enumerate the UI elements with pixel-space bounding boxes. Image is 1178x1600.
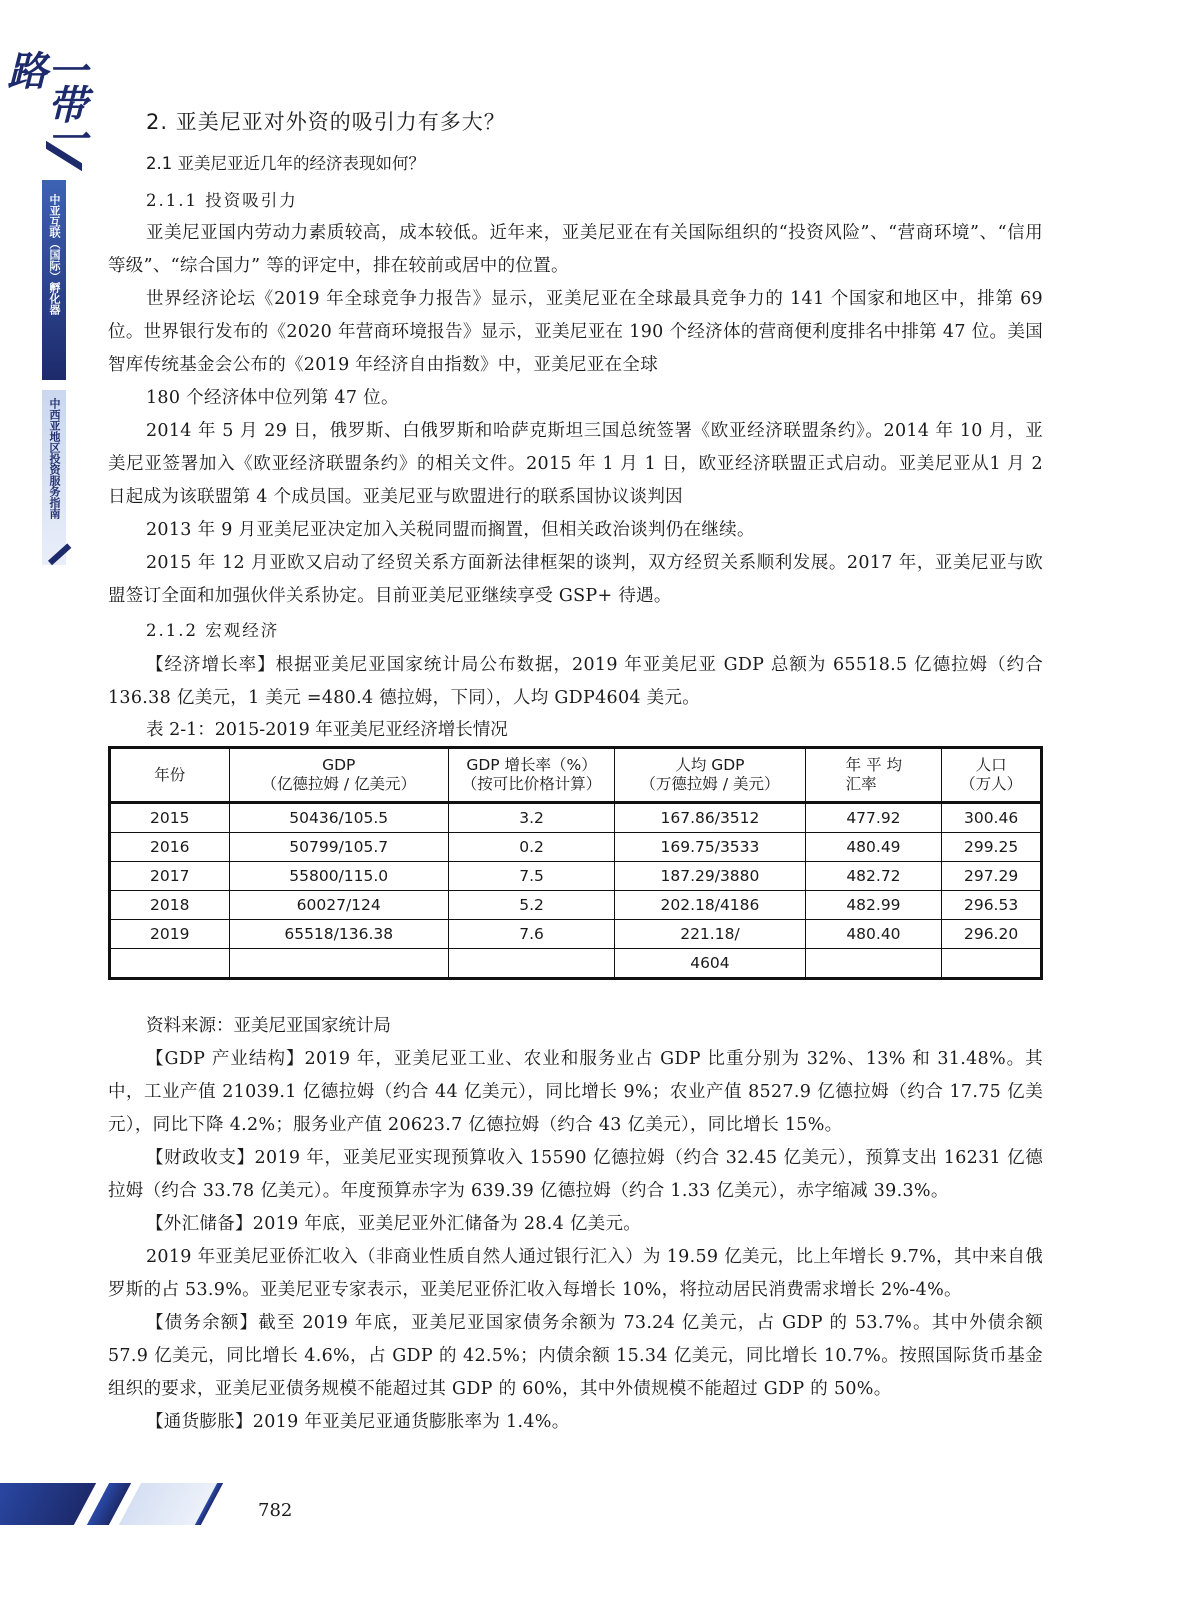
cell-year: 2019: [110, 920, 230, 949]
paragraph-rankings: 世界经济论坛《2019 年全球竞争力报告》显示，亚美尼亚在全球最具竞争力的 141 个国家和地区中，排第 69 位。世界银行发布的《2020 年营商环境报告》显示，亚美尼亚在 190 个经济体的营商便利度排名中排第 47 位。美国智库传统基金会公布的《2019 年经济自由指数》中，亚美尼亚在全球: [108, 289, 1043, 375]
paragraph-debt: 【债务余额】截至 2019 年底，亚美尼亚国家债务余额为 73.24 亿美元，占 GDP 的 53.7%。其中外债余额 57.9 亿美元，同比增长 4.6%，占 GDP 的 42.5%；内债余额 15.34 亿美元，同比增长 10.7%。按照国际货币基金组织的要求，亚美尼亚债务规模不能超过其 GDP 的 60%，其中外债规模不能超过 GDP 的 50%。: [108, 1313, 1043, 1399]
table-row: [110, 833, 1042, 862]
cell-growth: 5.2: [448, 891, 614, 920]
cell-year: 2018: [110, 891, 230, 920]
paragraph-industry-structure: 【GDP 产业结构】2019 年，亚美尼亚工业、农业和服务业占 GDP 比重分别为 32%、13% 和 31.48%。其中，工业产值 21039.1 亿德拉姆（约合 44 亿美元），同比增长 9%；农业产值 8527.9 亿德拉姆（约合 17.75 亿美元），同比下降 4.2%；服务业产值 20623.7 亿德拉姆（约合 43 亿美元），同比增长 15%。: [108, 1049, 1043, 1135]
cell-population: 299.25: [942, 833, 1042, 862]
subsection-heading: 2.1 亚美尼亚近几年的经济表现如何？: [146, 154, 425, 173]
section-heading: 2. 亚美尼亚对外资的吸引力有多大？: [146, 110, 506, 134]
header-gdp: GDP （亿德拉姆 / 亿美元）: [229, 748, 448, 803]
cell-exchange-rate: 482.99: [805, 891, 942, 920]
cell-growth: 7.6: [448, 920, 614, 949]
cell-gdp-per-capita: 167.86/3512: [615, 803, 805, 833]
series-logo: 一带一路: [1, 50, 88, 152]
cell-year: 2017: [110, 862, 230, 891]
cell-exchange-rate: 477.92: [805, 803, 942, 833]
paragraph-eaeu: 2014 年 5 月 29 日，俄罗斯、白俄罗斯和哈萨克斯坦三国总统签署《欧亚经济联盟条约》。2014 年 10 月，亚美尼亚签署加入《欧亚经济联盟条约》的相关文件。2015 年 1 月 1 日，欧亚经济联盟正式启动。亚美尼亚从1 月 2 日起成为该联盟第 4 个成员国。亚美尼亚与欧盟进行的联系国协议谈判因: [108, 421, 1043, 507]
paragraph-inflation: 【通货膨胀】2019 年亚美尼亚通货膨胀率为 1.4%。: [146, 1412, 570, 1432]
paragraph-eu-relations: 2015 年 12 月亚欧又启动了经贸关系方面新法律框架的谈判，双方经贸关系顺利发展。2017 年，亚美尼亚与欧盟签订全面和加强伙伴关系协定。目前亚美尼亚继续享受 GSP+ 待遇。: [108, 553, 1043, 606]
cell-exchange-rate: 480.40: [805, 920, 942, 949]
table-row: [110, 949, 1042, 979]
cell-population: 300.46: [942, 803, 1042, 833]
cell-population: 296.20: [942, 920, 1042, 949]
sidebar-band-incubator-label: 中亚互联（国际）孵化器: [48, 194, 61, 315]
header-gdp-per-capita: 人均 GDP （万德拉姆 / 美元）: [615, 748, 805, 803]
cell-growth: 7.5: [448, 862, 614, 891]
cell-gdp-per-capita: 221.18/: [615, 920, 805, 949]
cell-exchange-rate: 482.72: [805, 862, 942, 891]
cell-gdp-per-capita: 202.18/4186: [615, 891, 805, 920]
table-row: [110, 862, 1042, 891]
table-row: [110, 891, 1042, 920]
cell-exchange-rate: 480.49: [805, 833, 942, 862]
heading-macro-economy: 2.1.2 宏观经济: [146, 621, 280, 640]
paragraph-labor: 亚美尼亚国内劳动力素质较高，成本较低。近年来，亚美尼亚在有关国际组织的“投资风险”、“营商环境”、“信用等级”、“综合国力” 等的评定中，排在较前或居中的位置。: [108, 223, 1043, 276]
cell-gdp: 50436/105.5: [229, 803, 448, 833]
table-caption: 表 2-1：2015-2019 年亚美尼亚经济增长情况: [146, 720, 508, 740]
cell-gdp-per-capita: 169.75/3533: [615, 833, 805, 862]
cell-exchange-rate: [805, 949, 942, 979]
paragraph-fx-reserves: 【外汇储备】2019 年底，亚美尼亚外汇储备为 28.4 亿美元。: [146, 1214, 642, 1234]
cell-gdp-per-capita: 187.29/3880: [615, 862, 805, 891]
sidebar-band-guide: [42, 390, 66, 565]
header-population: 人口 （万人）: [942, 748, 1042, 803]
paragraph-fiscal: 【财政收支】2019 年，亚美尼亚实现预算收入 15590 亿德拉姆（约合 32.45 亿美元），预算支出 16231 亿德拉姆（约合 33.78 亿美元）。年度预算赤字为 639.39 亿德拉姆（约合 1.33 亿美元），赤字缩减 39.3%。: [108, 1148, 1043, 1201]
cell-gdp: 50799/105.7: [229, 833, 448, 862]
cell-gdp: [229, 949, 448, 979]
cell-gdp: 65518/136.38: [229, 920, 448, 949]
paragraph-remittances: 2019 年亚美尼亚侨汇收入（非商业性质自然人通过银行汇入）为 19.59 亿美元，比上年增长 9.7%，其中来自俄罗斯的占 53.9%。亚美尼亚专家表示，亚美尼亚侨汇收入每增长 10%，将拉动居民消费需求增长 2%-4%。: [108, 1247, 1043, 1300]
heading-investment-attraction: 2.1.1 投资吸引力: [146, 191, 298, 210]
cell-year: 2015: [110, 803, 230, 833]
paragraph-growth-rate: 【经济增长率】根据亚美尼亚国家统计局公布数据，2019 年亚美尼亚 GDP 总额为 65518.5 亿德拉姆（约合 136.38 亿美元，1 美元 =480.4 德拉姆，下同），人均 GDP4604 美元。: [108, 655, 1043, 708]
cell-population: 296.53: [942, 891, 1042, 920]
cell-gdp: 60027/124: [229, 891, 448, 920]
cell-growth: [448, 949, 614, 979]
table-row: [110, 803, 1042, 833]
sidebar-band-incubator: [42, 180, 66, 380]
cell-gdp-per-capita: 4604: [615, 949, 805, 979]
header-exchange-rate: 年 平 均 汇率: [805, 748, 942, 803]
sidebar-band-guide-label: 中西亚地区投资服务指南: [48, 398, 61, 519]
table-row: [110, 920, 1042, 949]
paragraph-customs-union: 2013 年 9 月亚美尼亚决定加入关税同盟而搁置，但相关政治谈判仍在继续。: [146, 520, 755, 540]
cell-year: [110, 949, 230, 979]
table-source: 资料来源：亚美尼亚国家统计局: [146, 1016, 391, 1036]
header-year: 年份: [110, 748, 230, 803]
cell-population: 297.29: [942, 862, 1042, 891]
paragraph-rankings-cont: 180 个经济体中位列第 47 位。: [146, 388, 399, 408]
header-growth: GDP 增长率（%） （按可比价格计算）: [448, 748, 614, 803]
cell-growth: 0.2: [448, 833, 614, 862]
cell-population: [942, 949, 1042, 979]
cell-growth: 3.2: [448, 803, 614, 833]
cell-year: 2016: [110, 833, 230, 862]
table-header-row: [110, 748, 1042, 803]
gdp-growth-table: [108, 746, 1043, 980]
cell-gdp: 55800/115.0: [229, 862, 448, 891]
page-number: 782: [258, 1500, 293, 1521]
footer-bar-decoration: [0, 1483, 96, 1525]
page-content: [108, 106, 1043, 1439]
